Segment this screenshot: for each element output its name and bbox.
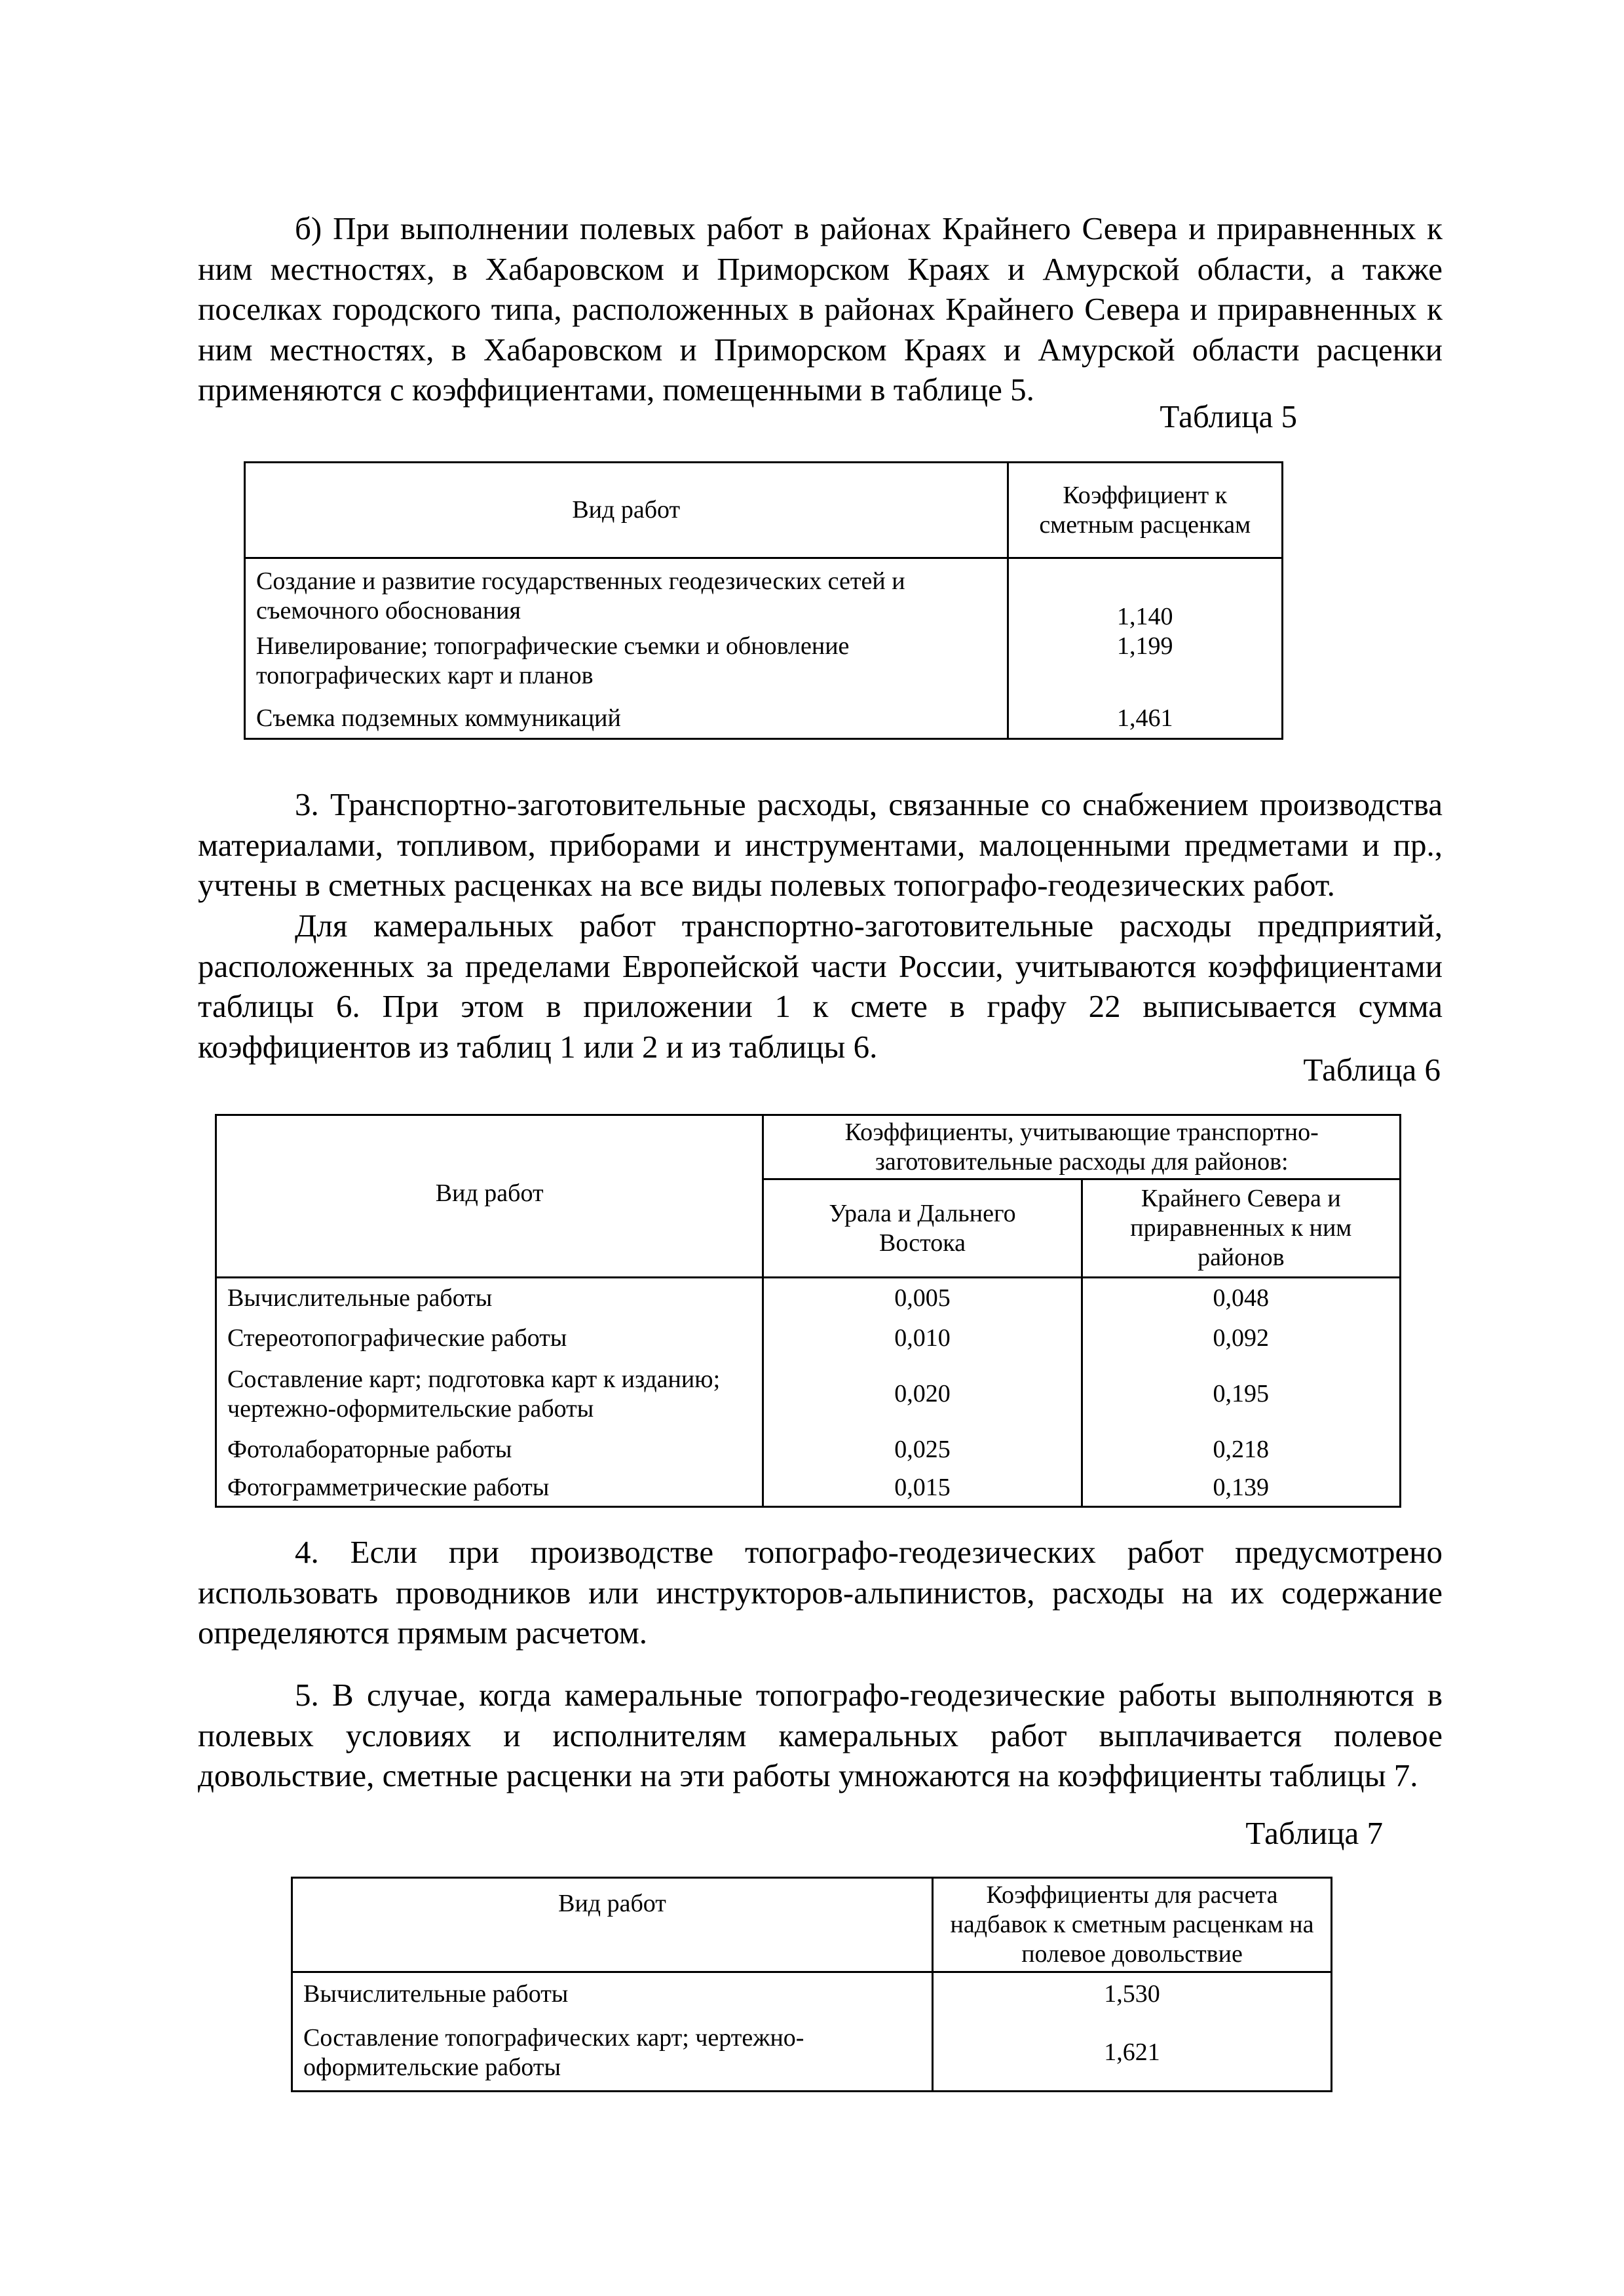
paragraph-3: 3. Транспортно-заготовительные расходы, связанные со снабжением производства материалами, топливом, приборами и инструментами, малоценными предметами и пр., учтены в сметных расценках на все виды полевых топографо-геодезических работ.	[198, 786, 1443, 903]
table7-row-value: 1,621	[933, 2016, 1332, 2092]
table7-row-name: Составление топографических карт; чертежно-оформительские работы	[303, 2023, 804, 2081]
table6-header-sub2: Крайнего Севера и приравненных к ним районов	[1082, 1179, 1400, 1278]
table5	[244, 461, 1283, 740]
table7-row-value: 1,530	[933, 1972, 1332, 2016]
table6-header-row	[216, 1115, 1401, 1179]
table7-caption: Таблица 7	[1245, 1815, 1383, 1851]
table5-row-value: 1,199	[1008, 632, 1283, 700]
table5-row-value: 1,140	[1008, 558, 1283, 632]
table5-header-col1: Вид работ	[245, 463, 1008, 558]
table5-row-name: Нивелирование; топографические съемки и обновление топографических карт и планов	[256, 632, 850, 689]
table7-header-col1: Вид работ	[292, 1878, 933, 1972]
table6-row-name: Вычислительные работы	[227, 1284, 493, 1312]
table6-row-v2: 0,195	[1082, 1359, 1400, 1430]
table7-row-name: Вычислительные работы	[303, 1980, 569, 2008]
table7-header-col2: Коэффициенты для расчета надбавок к сметным расценкам на полевое довольствие	[933, 1878, 1332, 1972]
paragraph-b: б) При выполнении полевых работ в районах Крайнего Севера и приравненных к ним местностях, в Хабаровском и Приморском Краях и Амурской области, а также поселках городского типа, расположенных в районах Крайнего Севера и приравненных к ним местностях, в Хабаровском и Приморском Краях и Амурской области расценки применяются с коэффициентами, помещенными в таблице 5.	[198, 210, 1443, 408]
table6-header-group: Коэффициенты, учитывающие транспортно-заготовительные расходы для районов:	[763, 1115, 1401, 1179]
table6-row-v1: 0,020	[763, 1359, 1082, 1430]
table6-row-v2: 0,092	[1082, 1318, 1400, 1359]
table-row	[245, 700, 1283, 739]
paragraph-4: 4. Если при производстве топографо-геодезических работ предусмотрено использовать проводников или инструкторов-альпинистов, расходы на их содержание определяются прямым расчетом.	[198, 1534, 1443, 1651]
table-row	[292, 2016, 1332, 2092]
table6-header-col1: Вид работ	[216, 1115, 763, 1278]
table6-row-v2: 0,218	[1082, 1430, 1400, 1470]
table5-header-row	[245, 463, 1283, 558]
table6-row-v1: 0,005	[763, 1278, 1082, 1318]
table-row	[216, 1278, 1401, 1318]
table-row	[216, 1318, 1401, 1359]
table5-header-col2: Коэффициент к сметным расценкам	[1008, 463, 1283, 558]
table-row	[245, 558, 1283, 632]
table6-row-name: Фотограмметрические работы	[227, 1474, 550, 1502]
table6-row-v2: 0,139	[1082, 1470, 1400, 1507]
table-row	[216, 1470, 1401, 1507]
table6-row-v1: 0,010	[763, 1318, 1082, 1359]
table6-row-v1: 0,025	[763, 1430, 1082, 1470]
paragraph-5: 5. В случае, когда камеральные топографо-геодезические работы выполняются в полевых условиях и исполнителям камеральных работ выплачивается полевое довольствие, сметные расценки на эти работы умножаются на коэффициенты таблицы 7.	[198, 1677, 1443, 1793]
table-row	[216, 1430, 1401, 1470]
table5-row-value: 1,461	[1008, 700, 1283, 739]
table-row	[216, 1359, 1401, 1430]
paragraph-3b: Для камеральных работ транспортно-заготовительные расходы предприятий, расположенных за пределами Европейской части России, учитываются коэффициентами таблицы 6. При этом в приложении 1 к смете в графу 22 выписывается сумма коэффициентов из таблиц 1 или 2 и из таблицы 6.	[198, 908, 1443, 1065]
table-row	[245, 632, 1283, 700]
table6-caption: Таблица 6	[1303, 1052, 1441, 1088]
table6-row-v1: 0,015	[763, 1470, 1082, 1507]
table6-row-v2: 0,048	[1082, 1278, 1400, 1318]
table6	[215, 1114, 1401, 1508]
table5-row-name: Съемка подземных коммуникаций	[256, 704, 621, 733]
table-row	[292, 1972, 1332, 2016]
table5-row-name: Создание и развитие государственных геодезических сетей и съемочного обоснования	[256, 567, 905, 624]
table7	[291, 1877, 1332, 2092]
table5-caption: Таблица 5	[1160, 398, 1297, 434]
table6-header-sub1: Урала и Дальнего Востока	[763, 1179, 1082, 1278]
table6-row-name: Фотолабораторные работы	[227, 1436, 512, 1463]
table6-row-name: Составление карт; подготовка карт к изданию; чертежно-оформительские работы	[227, 1365, 721, 1423]
table7-header-row	[292, 1878, 1332, 1972]
table6-row-name: Стереотопографические работы	[227, 1324, 567, 1352]
